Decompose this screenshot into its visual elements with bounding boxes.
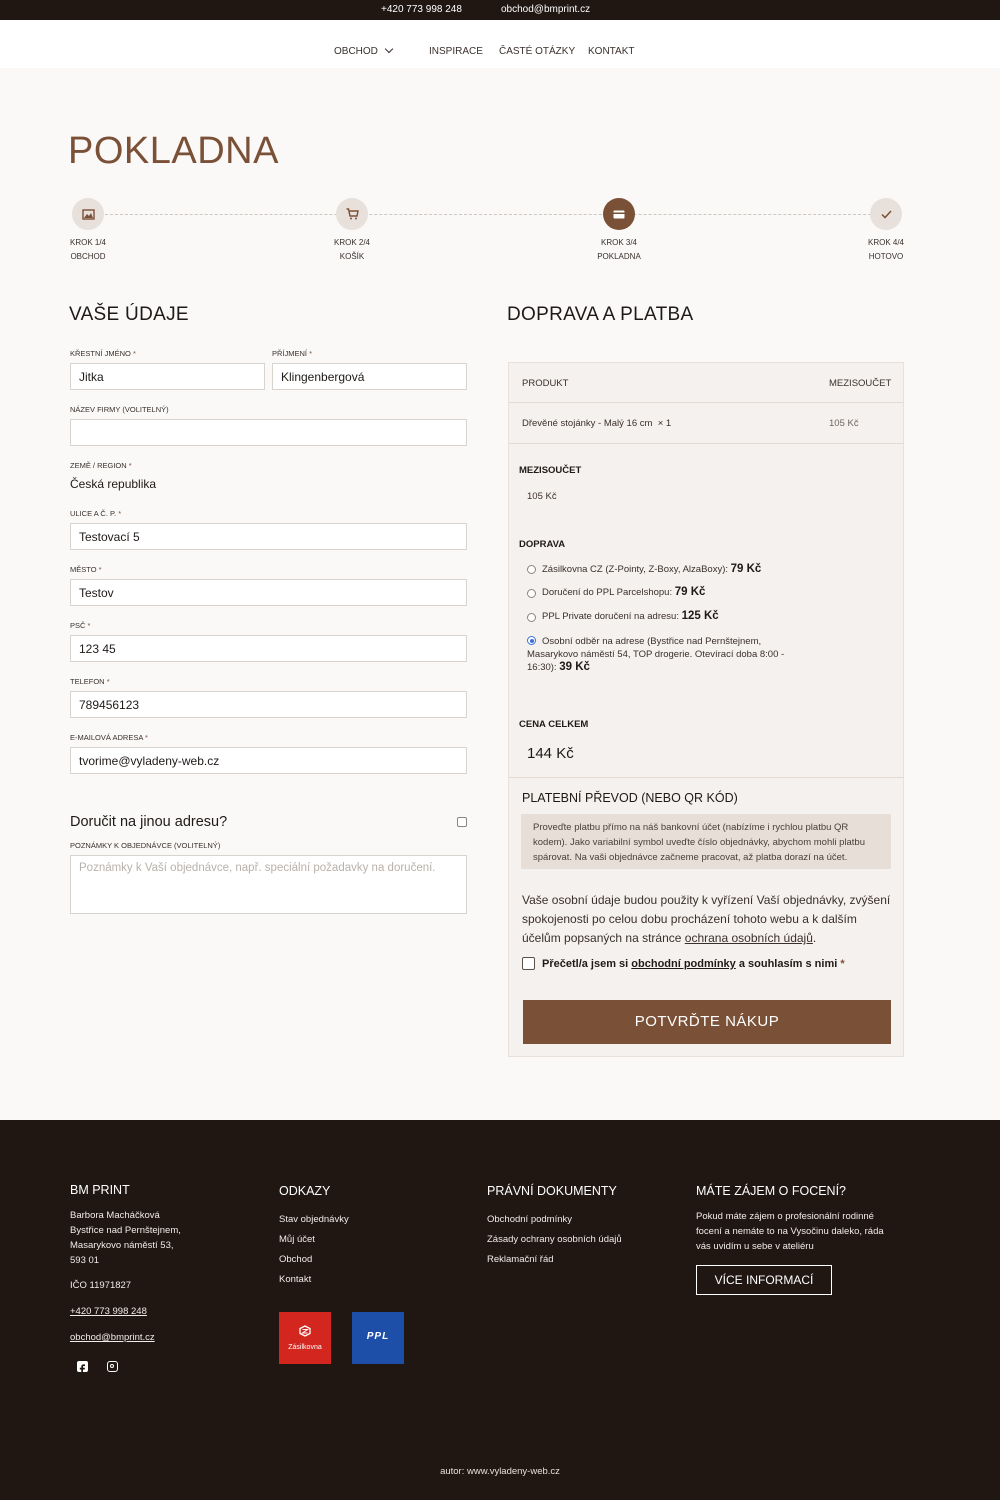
image-icon — [72, 198, 104, 230]
footer-link-contact[interactable]: Kontakt — [279, 1274, 312, 1285]
chevron-down-icon — [385, 45, 393, 53]
terms-link[interactable]: obchodní podmínky — [631, 958, 736, 970]
ppl-logo-text: PPL — [366, 1331, 390, 1342]
nav-item-faq[interactable]: ČASTÉ OTÁZKY — [499, 46, 576, 57]
shipping-option-label: Zásilkovna CZ (Z-Pointy, Z-Boxy, AlzaBoxy): — [542, 564, 728, 575]
ship-different-label: Doručit na jinou adresu? — [70, 814, 228, 830]
footer-brand: BM PRINT — [70, 1183, 130, 1197]
footer-link-shop[interactable]: Obchod — [279, 1254, 313, 1265]
shipping-option-ppl-parcelshop[interactable] — [542, 586, 882, 598]
step-cart[interactable] — [322, 198, 382, 264]
street-label — [70, 509, 121, 518]
footer-link-order-status[interactable]: Stav objednávky — [279, 1214, 349, 1225]
step-number: KROK 3/4 — [600, 238, 637, 247]
first-name-label — [70, 349, 136, 358]
footer-link-terms[interactable]: Obchodní podmínky — [487, 1214, 573, 1225]
cart-icon — [336, 198, 368, 230]
footer-links-heading: ODKAZY — [279, 1184, 331, 1198]
first-name-field[interactable]: Jitka — [70, 363, 265, 390]
phone-label-text: TELEFON — [70, 677, 105, 686]
footer-link-complaints[interactable]: Reklamační řád — [487, 1254, 554, 1265]
phone-field[interactable]: 789456123 — [70, 691, 467, 718]
nav-item-shop-label: OBCHOD — [334, 46, 378, 57]
col-product-header: PRODUKT — [522, 378, 569, 389]
nav-item-shop[interactable] — [334, 46, 392, 57]
shipping-option-ppl-private[interactable] — [542, 610, 882, 622]
required-mark: * — [118, 509, 122, 518]
footer-link-account[interactable]: Můj účet — [279, 1234, 315, 1245]
divider — [509, 777, 903, 778]
step-number: KROK 4/4 — [867, 238, 904, 247]
order-summary — [508, 362, 904, 1057]
shipping-option-label: Doručení do PPL Parcelshopu: — [542, 587, 673, 598]
footer-photo-text: Pokud máte zájem o profesionální rodinné focení a nemáte to na Vysočinu daleko, ráda vás uvidím u sebe v ateliéru — [696, 1211, 884, 1252]
shipping-option-price: 125 Kč — [681, 610, 719, 622]
footer-author[interactable]: autor: www.vyladeny-web.cz — [440, 1466, 560, 1477]
facebook-icon[interactable] — [77, 1361, 88, 1372]
required-mark: * — [145, 733, 148, 742]
item-name: Dřevěné stojánky - Malý 16 cm — [522, 418, 653, 429]
company-field[interactable] — [70, 419, 467, 446]
topbar-phone[interactable]: +420 773 998 248 — [381, 4, 462, 15]
shipping-option-price: 79 Kč — [730, 563, 762, 575]
required-mark: * — [98, 565, 102, 574]
email-field[interactable]: tvorime@vyladeny-web.cz — [70, 747, 467, 774]
check-icon — [870, 198, 902, 230]
footer-phone[interactable]: +420 773 998 248 — [70, 1306, 147, 1317]
step-shop[interactable] — [58, 198, 118, 264]
required-mark: * — [132, 349, 136, 358]
step-name: HOTOVO — [868, 252, 904, 261]
main-nav — [0, 20, 1000, 68]
step-done[interactable] — [856, 198, 916, 264]
privacy-link[interactable]: ochrana osobních údajů — [684, 931, 813, 945]
divider — [509, 402, 903, 403]
terms-post: a souhlasím s nimi — [738, 958, 838, 970]
required-mark: * — [840, 958, 845, 970]
first-name-label-text: KŘESTNÍ JMÉNO — [70, 349, 131, 358]
zip-field[interactable]: 123 45 — [70, 635, 467, 662]
address-line: Bystřice nad Pernštejnem, — [70, 1225, 181, 1236]
required-mark: * — [106, 677, 110, 686]
terms-pre: Přečetl/a jsem si — [542, 958, 629, 970]
card-icon — [603, 198, 635, 230]
zasilkovna-logo — [279, 1312, 331, 1364]
order-notes-textarea[interactable]: Poznámky k Vaší objednávce, např. speciální požadavky na doručení. — [70, 855, 467, 914]
privacy-text: Vaše osobní údaje budou použity k vyřízení Vaší objednávky, zvýšení spokojenosti po celou dobu procházení tohoto webu a k dalším účelům popsaných na stránce — [522, 893, 891, 945]
shipping-label: DOPRAVA — [519, 539, 566, 550]
ppl-logo — [352, 1312, 404, 1364]
street-label-text: ULICE A Č. P. — [70, 509, 117, 518]
total-value: 144 Kč — [527, 745, 574, 762]
address-line: Barbora Macháčková — [70, 1210, 160, 1221]
shipping-option-label: Osobní odběr na adrese (Bystřice nad Pernštejnem, Masarykovo náměstí 54, TOP drogerie. Otevírací doba 8:00 - 16:30): — [527, 636, 785, 673]
step-number: KROK 1/4 — [69, 238, 106, 247]
divider — [509, 443, 903, 444]
ship-different-checkbox[interactable] — [457, 817, 467, 827]
step-name: KOŠÍK — [339, 252, 365, 261]
required-mark: * — [87, 621, 91, 630]
billing-heading: VAŠE ÚDAJE — [69, 304, 189, 325]
privacy-end: . — [812, 931, 817, 945]
city-label — [70, 565, 102, 574]
address-line: 593 01 — [70, 1255, 100, 1266]
privacy-notice — [522, 891, 892, 948]
last-name-label-text: PŘÍJMENÍ — [272, 349, 308, 358]
shipping-option-price: 79 Kč — [674, 586, 706, 598]
zip-label — [70, 621, 90, 630]
footer-link-privacy[interactable]: Zásady ochrany osobních údajů — [487, 1234, 622, 1245]
more-info-button[interactable]: VÍCE INFORMACÍ — [696, 1265, 832, 1295]
steps-connector — [90, 214, 886, 215]
shipping-option-zasilkovna[interactable] — [542, 563, 882, 575]
nav-item-inspiration[interactable]: INSPIRACE — [429, 46, 483, 57]
email-label — [70, 733, 148, 742]
country-label-text: ZEMĚ / REGION — [70, 461, 127, 470]
last-name-label — [272, 349, 312, 358]
phone-label — [70, 677, 110, 686]
payment-description: Proveďte platbu přímo na náš bankovní účet (nabízíme i rychlou platbu QR kodem). Jako variabilní symbol uveďte číslo objednávky, abychom mohli platbu spárovat. Na vaši objednávce začneme pracovat, až platba dorazí na účet. — [521, 814, 891, 869]
notes-label: POZNÁMKY K OBJEDNÁVCE (VOLITELNÝ) — [70, 841, 221, 850]
country-label — [70, 461, 132, 470]
step-number: KROK 2/4 — [333, 238, 370, 247]
topbar-email[interactable]: obchod@bmprint.cz — [501, 4, 591, 15]
required-mark: * — [309, 349, 313, 358]
footer — [0, 1120, 1000, 1500]
terms-checkbox[interactable] — [522, 957, 535, 970]
country-value: Česká republika — [70, 477, 157, 491]
address-line: Masarykovo náměstí 53, — [70, 1240, 174, 1251]
street-field[interactable]: Testovací 5 — [70, 523, 467, 550]
col-subtotal-header: MEZISOUČET — [829, 378, 892, 389]
subtotal-value: 105 Kč — [527, 491, 557, 502]
shipping-option-radio[interactable] — [527, 613, 536, 622]
order-heading: DOPRAVA A PLATBA — [507, 304, 694, 325]
step-name: OBCHOD — [70, 252, 106, 261]
city-field[interactable]: Testov — [70, 579, 467, 606]
footer-address — [70, 1208, 181, 1268]
instagram-icon[interactable] — [107, 1361, 118, 1372]
shipping-option-price: 39 Kč — [559, 661, 590, 673]
last-name-field[interactable]: Klingenbergová — [272, 363, 467, 390]
email-label-text: E-MAILOVÁ ADRESA — [70, 733, 143, 742]
payment-method-title[interactable]: PLATEBNÍ PŘEVOD (NEBO QR KÓD) — [522, 791, 738, 805]
instagram-icon-lens — [110, 1364, 114, 1368]
subtotal-label: MEZISOUČET — [519, 465, 582, 476]
page-title: POKLADNA — [68, 130, 279, 172]
zip-label-text: PSČ — [70, 621, 86, 630]
footer-email[interactable]: obchod@bmprint.cz — [70, 1332, 155, 1343]
shipping-option-radio[interactable] — [527, 589, 536, 598]
company-label: NÁZEV FIRMY (VOLITELNÝ) — [70, 405, 169, 414]
footer-ico: IČO 11971827 — [70, 1280, 132, 1291]
place-order-button[interactable]: POTVRĎTE NÁKUP — [523, 1000, 891, 1044]
city-label-text: MĚSTO — [70, 565, 97, 574]
shipping-option-label: PPL Private doručení na adresu: — [542, 611, 679, 622]
item-price: 105 Kč — [829, 418, 859, 429]
footer-legal-heading: PRÁVNÍ DOKUMENTY — [487, 1184, 617, 1198]
order-item — [522, 418, 671, 429]
step-checkout[interactable] — [589, 198, 649, 264]
footer-photo-heading: MÁTE ZÁJEM O FOCENÍ? — [696, 1184, 847, 1198]
step-name: POKLADNA — [597, 252, 641, 261]
zasilkovna-logo-text: Zásilkovna — [288, 1344, 322, 1351]
shipping-option-radio[interactable] — [527, 565, 536, 574]
required-mark: * — [128, 461, 132, 470]
total-label: CENA CELKEM — [519, 719, 589, 730]
item-qty: × 1 — [657, 418, 672, 429]
top-contact-bar — [0, 0, 1000, 20]
nav-item-contact[interactable]: KONTAKT — [588, 46, 635, 57]
terms-label — [542, 958, 845, 970]
shipping-option-pickup[interactable] — [527, 635, 812, 674]
